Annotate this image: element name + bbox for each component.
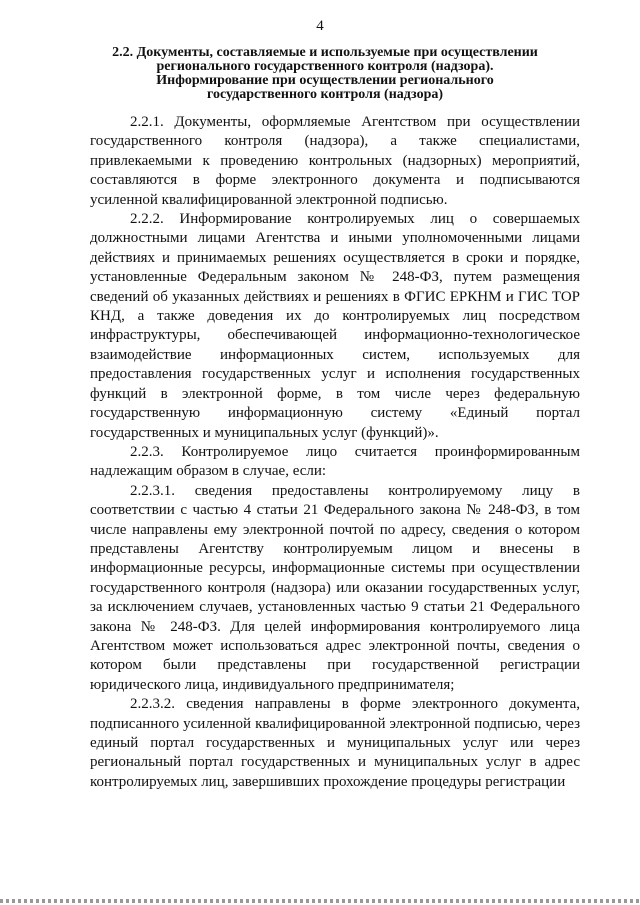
paragraph-2-2-3: 2.2.3. Контролируемое лицо считается проинформированным надлежащим образом в случае, если: (90, 443, 580, 480)
paragraph-2-2-2: 2.2.2. Информирование контролируемых лиц о совершаемых должностными лицами Агентства и иными уполномоченными лицами действиях и принимаемых решениях осуществляется в сроки и порядке, установленные Федеральным законом № 248-ФЗ, путем размещения сведений об указанных действиях и решениях в ФГИС ЕРКНМ и ГИС ТОР КНД, а также доведения их до контролируемых лиц посредством инфраструктуры, обеспечивающей информационно-технологическое взаимодействие информационных систем, используемых для предоставления государственных услуг и исполнения государственных функций в электронной форме, в том числе через федеральную государственную информационную систему «Единый портал государственных и муниципальных услуг (функций)». (90, 211, 580, 441)
document-body (90, 113, 580, 792)
heading-line-1: 2.2. Документы, составляемые и используемые при осуществлении (112, 45, 538, 60)
heading-line-2: регионального государственного контроля (надзора). (156, 59, 494, 74)
paragraph-2-2-3-2: 2.2.3.2. сведения направлены в форме электронного документа, подписанного усиленной квалифицированной электронной подписью, через единый портал государственных и муниципальных услуг или через региональный портал государственных и муниципальных услуг в адрес контролируемых лиц, завершивших прохождение процедуры регистрации (90, 696, 580, 790)
paragraph-2-2-3-1: 2.2.3.1. сведения предоставлены контролируемому лицу в соответствии с частью 4 статьи 21 Федерального закона № 248-ФЗ, в том числе направлены ему электронной почтой по адресу, сведения о котором представлены Агентству контролируемым лицом и внесены в информационные ресурсы, информационные системы при осуществлении государственного контроля (надзора) или оказании государственных услуг, за исключением случаев, установленных частью 9 статьи 21 Федерального закона № 248-ФЗ. Для целей информирования контролируемого лица Агентством может использоваться адрес электронной почты, сведения о котором были представлены при государственной регистрации юридического лица, индивидуального предпринимателя; (90, 482, 580, 693)
paragraph-2-2-1: 2.2.1. Документы, оформляемые Агентством при осуществлении государственного контроля (надзора), а также специалистами, привлекаемыми к проведению контрольных (надзорных) мероприятий, составляются в форме электронного документа и подписываются усиленной квалифицированной электронной подписью. (90, 114, 580, 208)
scan-edge-line (0, 899, 640, 903)
heading-line-4: государственного контроля (надзора) (206, 87, 444, 102)
page-number: 4 (316, 18, 324, 34)
heading-line-3: Информирование при осуществлении регионального (156, 73, 494, 88)
section-heading (90, 46, 560, 102)
